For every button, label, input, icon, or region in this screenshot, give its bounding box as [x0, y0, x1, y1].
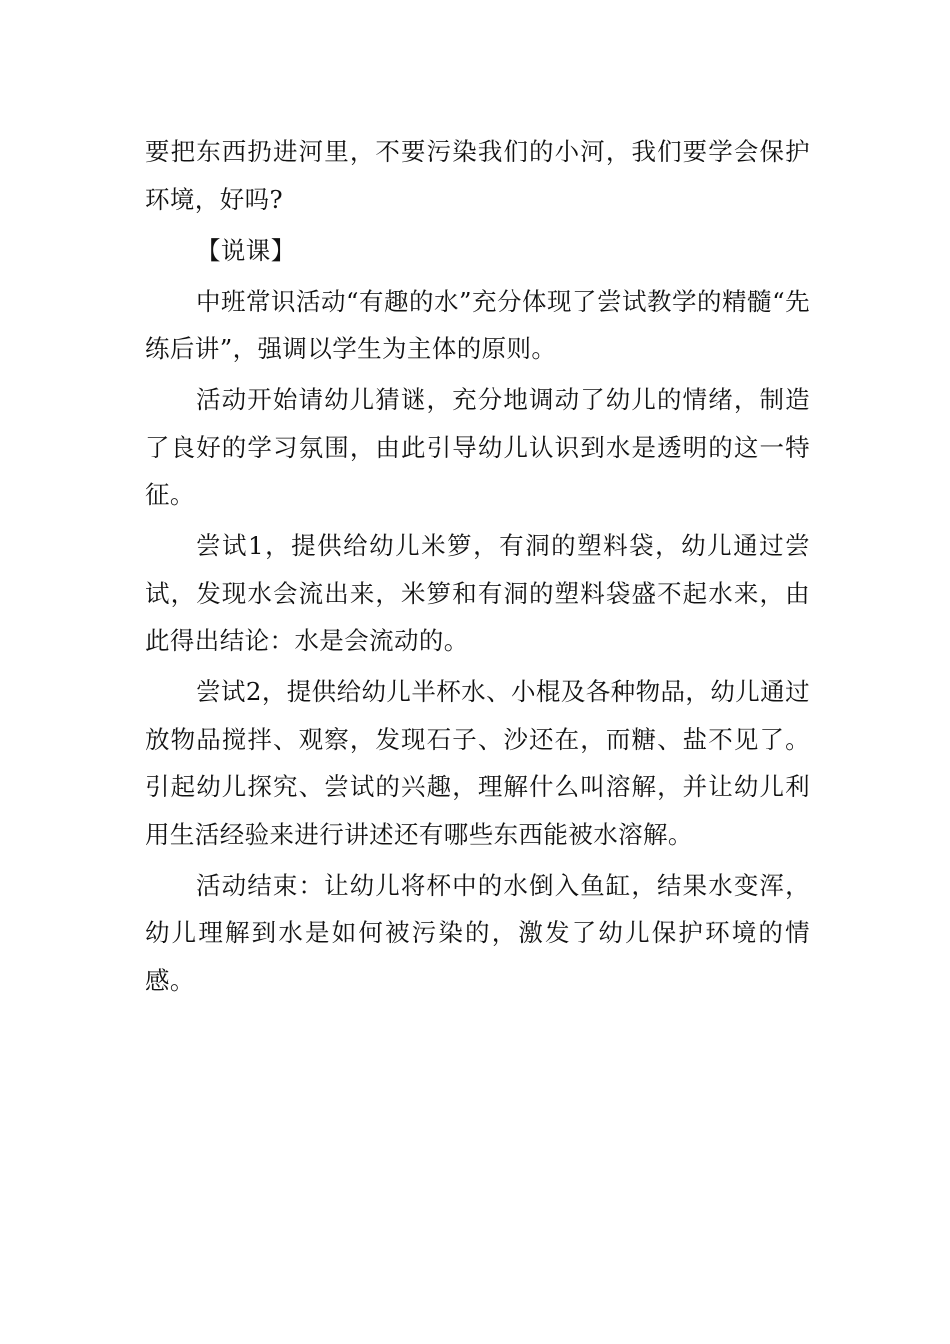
- paragraph-trial-2: 尝试2，提供给幼儿半杯水、小棍及各种物品，幼儿通过放物品搅拌、观察，发现石子、沙还在，而糖、盐不见了。引起幼儿探究、尝试的兴趣，理解什么叫溶解，并让幼儿利用生活经验来进行讲述还有哪些东西能被水溶解。: [145, 677, 810, 849]
- document-body: [145, 128, 810, 1008]
- section-heading-shuoke: 【说课】: [196, 235, 296, 265]
- paragraph-intro: 中班常识活动“有趣的水”充分体现了尝试教学的精髓“先练后讲”，强调以学生为主体的原则。: [145, 286, 810, 363]
- paragraph-continuation: 要把东西扔进河里，不要污染我们的小河，我们要学会保护环境，好吗?: [145, 137, 810, 214]
- paragraph-activity-start: 活动开始请幼儿猜谜，充分地调动了幼儿的情绪，制造了良好的学习氛围，由此引导幼儿认识到水是透明的这一特征。: [145, 385, 810, 509]
- paragraph-activity-end: 活动结束：让幼儿将杯中的水倒入鱼缸，结果水变浑，幼儿理解到水是如何被污染的，激发了幼儿保护环境的情感。: [145, 870, 810, 995]
- paragraph-trial-1: 尝试1，提供给幼儿米箩，有洞的塑料袋，幼儿通过尝试，发现水会流出来，米箩和有洞的塑料袋盛不起水来，由此得出结论：水是会流动的。: [145, 531, 810, 655]
